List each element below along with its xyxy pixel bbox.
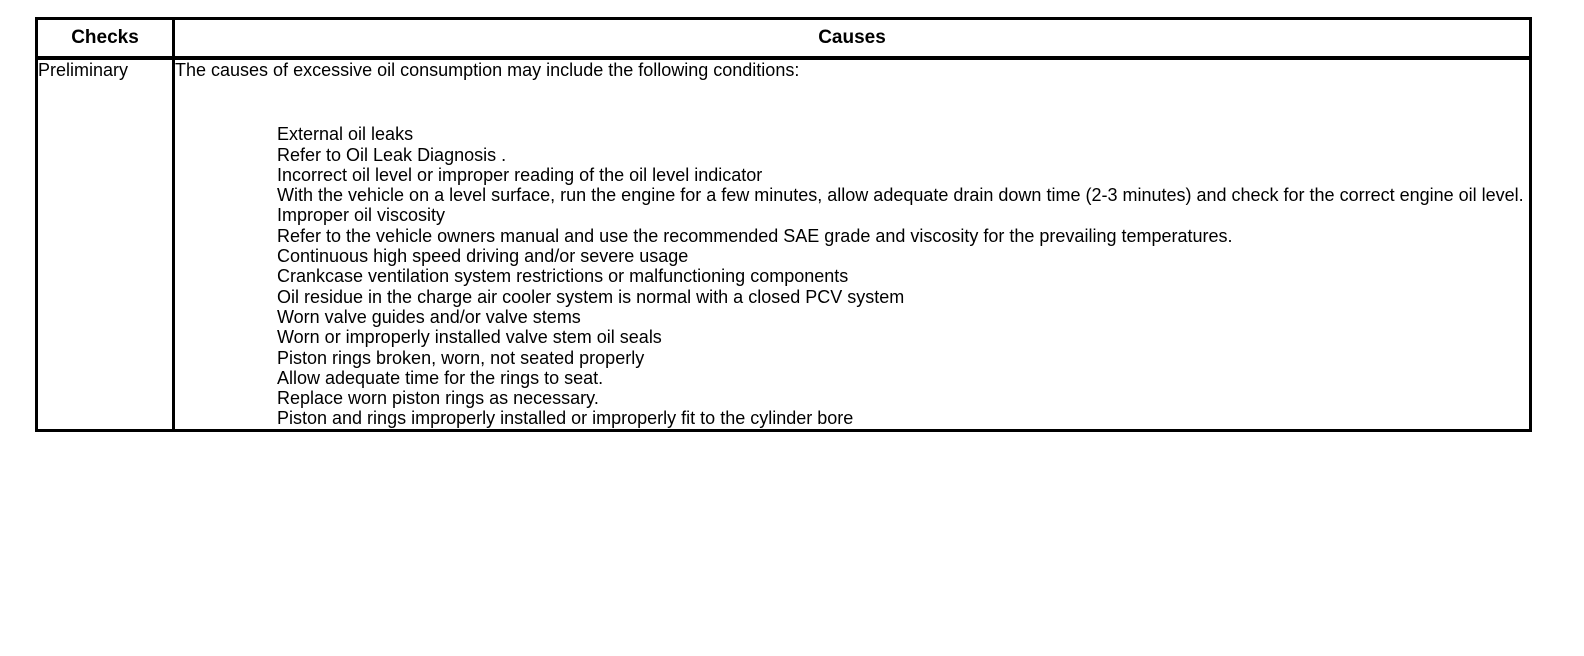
list-item: Piston and rings improperly installed or improperly fit to the cylinder bore (277, 408, 854, 429)
list-item: With the vehicle on a level surface, run the engine for a few minutes, allow adequate drain down time (2-3 minutes) and check for the correct engine oil level. (277, 185, 1524, 206)
table-row (37, 58, 1531, 430)
causes-cell (174, 58, 1531, 430)
list-item: Improper oil viscosity (277, 205, 446, 226)
list-item: External oil leaks (277, 124, 414, 145)
list-item: Refer to Oil Leak Diagnosis . (277, 144, 507, 165)
check-cell: Preliminary (37, 58, 174, 430)
header-causes: Causes (174, 19, 1531, 59)
list-item: Oil residue in the charge air cooler system is normal with a closed PCV system (277, 286, 905, 307)
list-item: Worn valve guides and/or valve stems (277, 306, 581, 327)
list-item: Replace worn piston rings as necessary. (277, 388, 599, 409)
diagnosis-table (35, 17, 1532, 432)
cause-list (175, 124, 1529, 428)
list-item: Refer to the vehicle owners manual and use the recommended SAE grade and viscosity for the prevailing temperatures. (277, 225, 1233, 246)
header-checks: Checks (37, 19, 174, 59)
list-item: Incorrect oil level or improper reading of the oil level indicator (277, 164, 763, 185)
list-item: Worn or improperly installed valve stem oil seals (277, 327, 662, 348)
list-item: Crankcase ventilation system restrictions or malfunctioning components (277, 266, 849, 287)
causes-intro: The causes of excessive oil consumption may include the following conditions: (175, 60, 800, 80)
header-row (37, 19, 1531, 59)
list-item: Continuous high speed driving and/or severe usage (277, 246, 689, 267)
list-item: Piston rings broken, worn, not seated properly (277, 347, 645, 368)
list-item: Allow adequate time for the rings to seat. (277, 367, 604, 388)
